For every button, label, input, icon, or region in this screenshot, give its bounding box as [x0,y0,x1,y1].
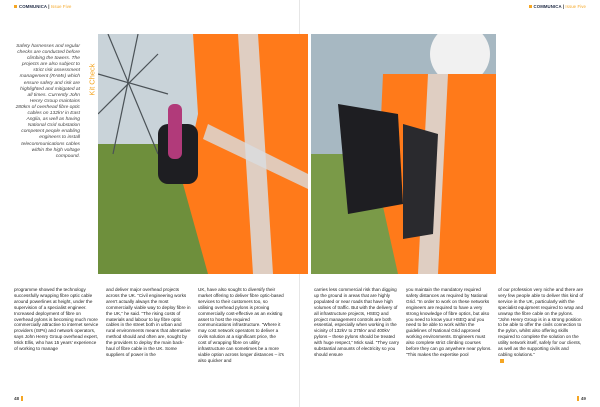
harness-strap-icon [403,124,438,239]
sidebar-caption: Safety harnesses and regular checks are conducted before climbing the towers. The projects are also subject to strict risk assessment management (RAMs) which ensure safety and risk are highlighted and mitigated at all times. Currently John Henry Group maintains 280km of overhead fibre optic cables on 132kV in East Anglia, as well as having National Grid substation competent people enabling engineers to install telecommunications cables within the high voltage compound. [15,44,80,159]
kit-check-photo [98,34,496,274]
page-number-bar-icon [577,396,579,401]
header-dot-icon [529,5,532,8]
text-column-1: programme showed the technology successfully wrapping fibre optic cable around powerlines at height, under the supervision of a specialist engineer. Increased deployment of fibre on overhead pylons is becoming much more commercially attractive to internet service providers (ISPs) and network operators, says John Henry Group overhead expert, Mick Ellis, who has 15 years' experience of working to manage [14,287,99,352]
text-column-4: carries less commercial risk than digging up the ground in areas that are highly populated or near roads that have high volumes of traffic. But with the delivery of all infrastructure projects, HSEQ and project management controls are both essential, especially when working in the vicinity of 132kV to 275kV and 400kV pylons – these pylons should be treated with huge respect,” Mick said. “They carry substantial amounts of electricity so you should ensure [314,287,400,357]
text-column-2: and deliver major overhead projects across the UK. “Civil engineering works aren't actually always the most commercially viable way to deploy fibre in the UK,” he said. “The rising costs of materials and labour to lay fibre optic cables in the street both in urban and rural environments means that alternative method should and often are, sought by the providers to deploy the main back-haul of fibre cable in the UK. Some suppliers of power in the [106,287,191,357]
right-header: COMMUNICA | Issue Five [529,4,586,9]
carabiner-icon [168,104,182,159]
left-page-number: 48 [14,396,25,401]
end-mark-icon [500,359,504,363]
sidebar-title: Kit Check [87,63,97,96]
photo-divider [308,34,311,274]
right-page-number: 49 [575,396,586,401]
harness-icon [338,104,403,214]
text-column-3: UK, have also sought to diversify their market offering to deliver fibre optic-based services to their customers too, so utilising overhead pylons is proving commercially cost-effective as an existing asset to host the required communications infrastructure. “Where it may cost network operators to deliver a civils solution at a significant price, the cost of wrapping fibre on utility infrastructure can sometimes be a more viable option across longer distances – it's also quicker and [198,287,284,363]
left-header: COMMUNICA | Issue Five [14,4,71,9]
text-column-5: you maintain the mandatory required safety distances as required by National Grid. “In order to work on these networks engineers are required to have a very strong knowledge of fibre optics, but also you need to know your HSEQ and you need to be able to work within the guidelines of National Grid approved working environments. Engineers must also complete strict climbing courses before they can go anywhere near pylons. “This makes the expertise pool [406,287,492,357]
page-number-bar-icon [21,396,23,401]
text-column-6: of our profession very niche and there are very few people able to deliver this kind of service in the UK, particularly with the specialist equipment required to wrap and unwrap the fibre cable on the pylons. “John Henry Group is in a strong position to be able to offer the civils connection to the pylon, whilst also offering skills required to complete the solution on the utility network itself, safely for our clients, as well as the supporting civils and cabling solutions.” [498,287,584,364]
photo-illustration [98,34,496,274]
header-dot-icon [14,5,17,8]
